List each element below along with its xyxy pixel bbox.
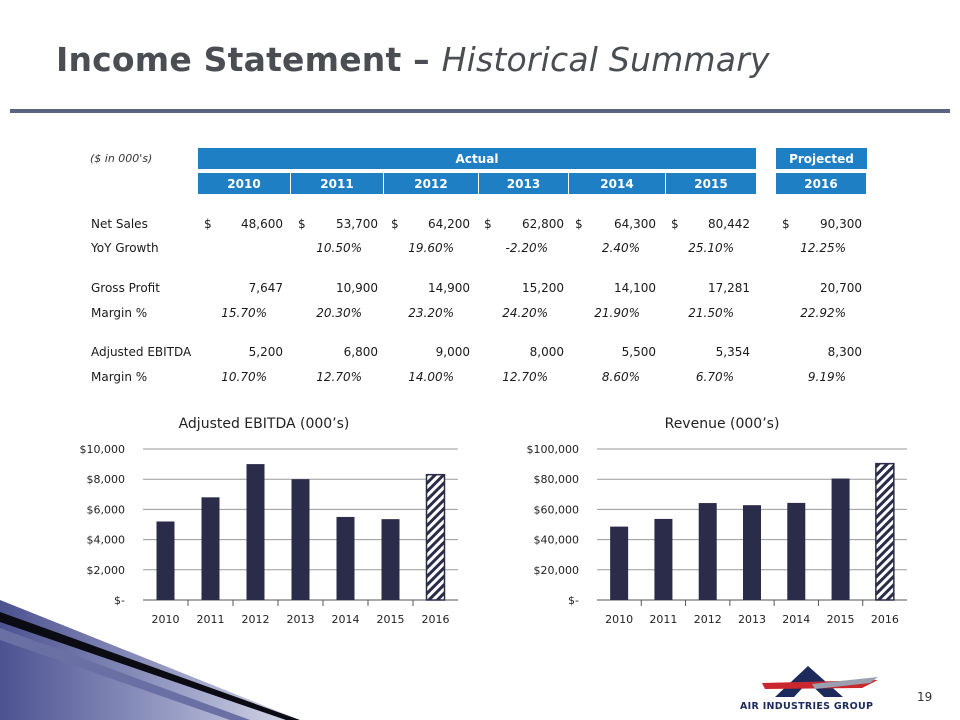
table-cell: 14,900 [428, 281, 470, 295]
table-cell: 5,500 [621, 345, 656, 359]
currency-symbol: $ [782, 217, 790, 231]
row-label: Net Sales [91, 217, 148, 231]
table-cell: 10.50% [316, 241, 362, 255]
table-cell: 80,442 [708, 217, 750, 231]
year-header-cell: 2012 [384, 173, 479, 194]
table-cell: 12.25% [800, 241, 846, 255]
y-tick-label: $20,000 [533, 563, 579, 577]
year-header-cell: 2014 [569, 173, 666, 194]
y-tick-label: $2,000 [86, 563, 125, 577]
x-tick-label: 2015 [826, 613, 855, 626]
table-cell: -2.20% [505, 241, 548, 255]
currency-symbol: $ [671, 217, 679, 231]
x-tick-label: 2012 [241, 613, 270, 626]
table-cell: 15.70% [221, 306, 267, 320]
logo-wordmark: AIR INDUSTRIES GROUP [740, 701, 874, 712]
table-cell: 53,700 [336, 217, 378, 231]
table-cell: 48,600 [241, 217, 283, 231]
table-cell: 25.10% [688, 241, 734, 255]
year-header-cell: 2016 [776, 173, 867, 194]
table-cell: 8,000 [529, 345, 564, 359]
table-cell: 5,354 [715, 345, 750, 359]
year-header-cell: 2013 [479, 173, 569, 194]
projected-header-label: Projected [789, 151, 854, 166]
x-tick-label: 2016 [870, 613, 899, 626]
y-tick-label: $8,000 [86, 473, 125, 487]
table-cell: 64,200 [428, 217, 470, 231]
row-label: Adjusted EBITDA [91, 345, 192, 359]
table-cell: 20,700 [820, 281, 862, 295]
table-cell: 22.92% [800, 306, 846, 320]
table-cell: 24.20% [502, 306, 548, 320]
y-tick-label: $10,000 [79, 443, 125, 456]
slide-title-main: Income Statement – [56, 40, 430, 79]
x-tick-label: 2015 [376, 613, 405, 626]
table-cell: 10.70% [221, 370, 267, 384]
y-tick-label: $4,000 [86, 533, 125, 547]
currency-symbol: $ [575, 217, 583, 231]
x-tick-label: 2016 [421, 613, 450, 626]
table-cell: 6,800 [343, 345, 378, 359]
table-cell: 10,900 [336, 281, 378, 295]
page-number: 19 [917, 690, 933, 704]
actual-header-label: Actual [455, 151, 499, 166]
x-tick-label: 2011 [649, 613, 678, 626]
table-cell: 64,300 [614, 217, 656, 231]
table-cell: 2.40% [601, 241, 640, 255]
x-tick-label: 2013 [738, 613, 766, 626]
x-tick-label: 2010 [151, 613, 180, 626]
table-cell: 62,800 [522, 217, 564, 231]
currency-symbol: $ [484, 217, 492, 231]
table-cell: 14.00% [408, 370, 454, 384]
table-cell: 7,647 [248, 281, 283, 295]
y-tick-label: $40,000 [533, 533, 579, 547]
y-tick-label: $6,000 [86, 503, 125, 517]
table-cell: 17,281 [708, 281, 750, 295]
year-header-cell: 2010 [198, 173, 291, 194]
year-header-cell: 2015 [666, 173, 756, 194]
x-tick-label: 2012 [693, 613, 722, 626]
row-label: Gross Profit [91, 281, 160, 295]
ebitda-chart-title: Adjusted EBITDA (000’s) [178, 416, 350, 432]
row-label: Margin % [91, 370, 148, 384]
currency-symbol: $ [298, 217, 306, 231]
table-cell: 9,000 [435, 345, 470, 359]
y-tick-label: $100,000 [526, 443, 579, 456]
x-tick-label: 2011 [196, 613, 225, 626]
table-cell: 90,300 [820, 217, 862, 231]
table-cell: 15,200 [522, 281, 564, 295]
x-tick-label: 2014 [782, 613, 811, 626]
table-cell: 14,100 [614, 281, 656, 295]
table-cell: 21.50% [688, 306, 734, 320]
table-cell: 21.90% [594, 306, 640, 320]
slide-title-accent: Historical Summary [441, 40, 770, 79]
y-tick-label: $60,000 [533, 503, 579, 517]
x-tick-label: 2010 [605, 613, 634, 626]
units-note: ($ in 000's) [90, 152, 153, 165]
table-cell: 8.60% [601, 370, 640, 384]
x-tick-label: 2013 [286, 613, 315, 626]
year-header-cell: 2011 [291, 173, 384, 194]
x-tick-label: 2014 [331, 613, 360, 626]
table-cell: 20.30% [316, 306, 362, 320]
table-cell: 9.19% [807, 370, 846, 384]
row-label: YoY Growth [91, 241, 159, 255]
currency-symbol: $ [204, 217, 212, 231]
table-cell: 12.70% [502, 370, 548, 384]
y-tick-label: $- [114, 594, 125, 607]
table-cell: 23.20% [408, 306, 454, 320]
table-cell: 12.70% [316, 370, 362, 384]
table-cell: 19.60% [408, 241, 454, 255]
row-label: Margin % [91, 306, 148, 320]
revenue-chart-title: Revenue (000’s) [664, 416, 780, 432]
table-cell: 5,200 [248, 345, 283, 359]
y-tick-label: $- [568, 594, 579, 607]
table-cell: 6.70% [695, 370, 734, 384]
y-tick-label: $80,000 [533, 473, 579, 487]
table-cell: 8,300 [827, 345, 862, 359]
currency-symbol: $ [391, 217, 399, 231]
